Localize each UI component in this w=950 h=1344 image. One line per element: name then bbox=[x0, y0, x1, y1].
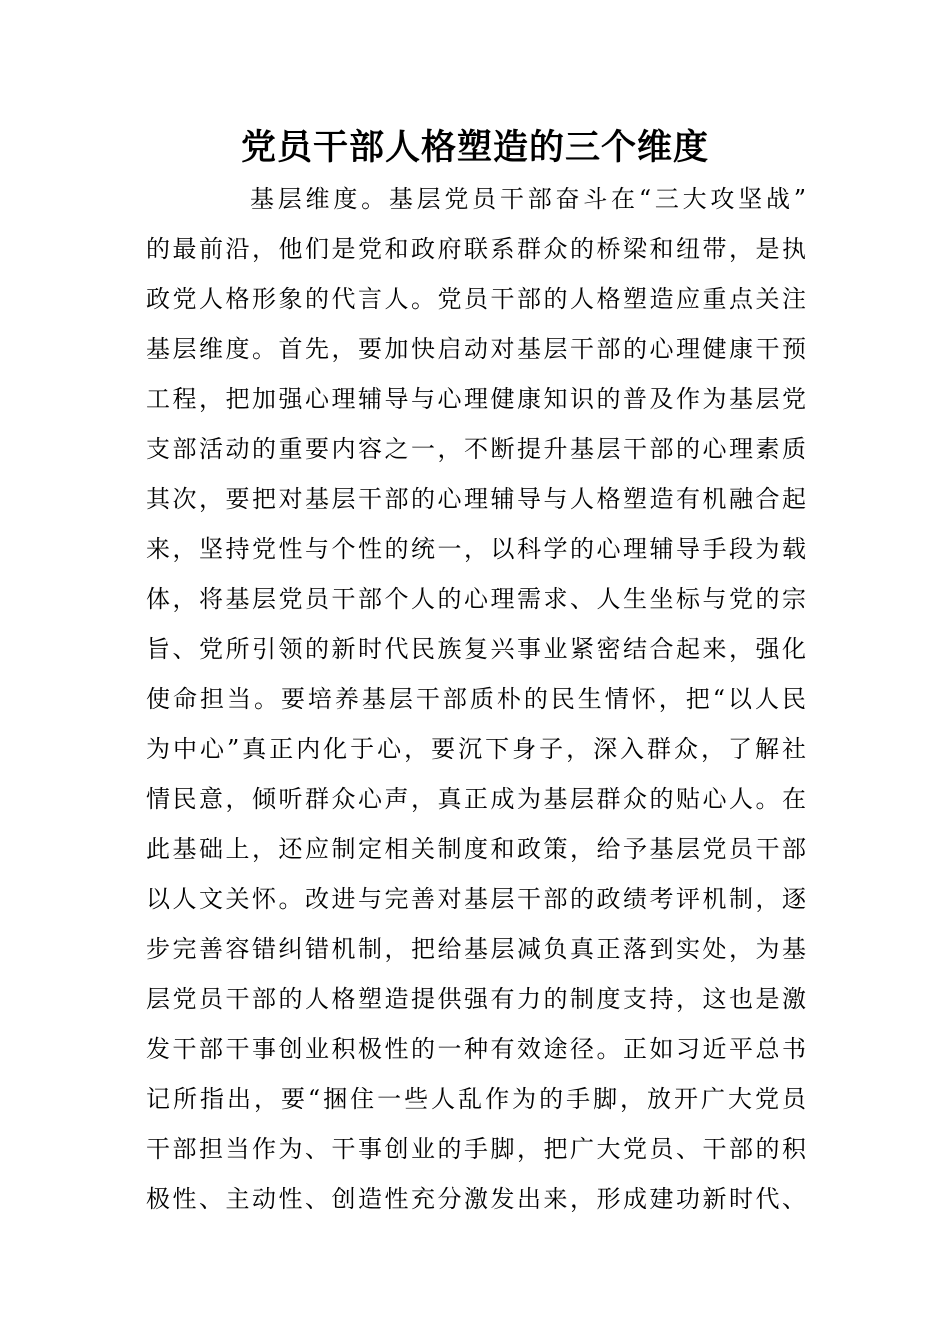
document-title: 党员干部人格塑造的三个维度 bbox=[240, 127, 709, 168]
body-line: 以人文关怀。改进与完善对基层干部的政绩考评机制，逐 bbox=[146, 885, 806, 913]
body-line: 旨、党所引领的新时代民族复兴事业紧密结合起来，强化 bbox=[146, 635, 806, 663]
body-line: 其次，要把对基层干部的心理辅导与人格塑造有机融合起 bbox=[146, 485, 806, 513]
body-line: 基层维度。基层党员干部奋斗在“三大攻坚战” bbox=[250, 185, 806, 213]
body-line: 极性、主动性、创造性充分激发出来，形成建功新时代、 bbox=[146, 1185, 806, 1213]
body-line: 层党员干部的人格塑造提供强有力的制度支持，这也是激 bbox=[146, 985, 806, 1013]
body-line: 此基础上，还应制定相关制度和政策，给予基层党员干部 bbox=[146, 835, 806, 863]
body-line: 支部活动的重要内容之一，不断提升基层干部的心理素质 bbox=[146, 435, 806, 463]
body-line: 的最前沿，他们是党和政府联系群众的桥梁和纽带，是执 bbox=[146, 235, 806, 263]
body-line: 为中心”真正内化于心，要沉下身子，深入群众，了解社 bbox=[146, 735, 806, 763]
body-line: 基层维度。首先，要加快启动对基层干部的心理健康干预 bbox=[146, 335, 806, 363]
body-line: 来，坚持党性与个性的统一，以科学的心理辅导手段为载 bbox=[146, 535, 806, 563]
body-line: 发干部干事创业积极性的一种有效途径。正如习近平总书 bbox=[146, 1035, 806, 1063]
body-line: 步完善容错纠错机制，把给基层减负真正落到实处，为基 bbox=[146, 935, 806, 963]
body-line: 工程，把加强心理辅导与心理健康知识的普及作为基层党 bbox=[146, 385, 806, 413]
body-line: 记所指出，要“捆住一些人乱作为的手脚，放开广大党员 bbox=[146, 1085, 806, 1113]
body-line: 体，将基层党员干部个人的心理需求、人生坐标与党的宗 bbox=[146, 585, 806, 613]
body-line: 情民意，倾听群众心声，真正成为基层群众的贴心人。在 bbox=[146, 785, 806, 813]
body-line: 政党人格形象的代言人。党员干部的人格塑造应重点关注 bbox=[146, 285, 806, 313]
body-line: 干部担当作为、干事创业的手脚，把广大党员、干部的积 bbox=[146, 1135, 806, 1163]
body-line: 使命担当。要培养基层干部质朴的民生情怀，把“以人民 bbox=[146, 685, 806, 713]
